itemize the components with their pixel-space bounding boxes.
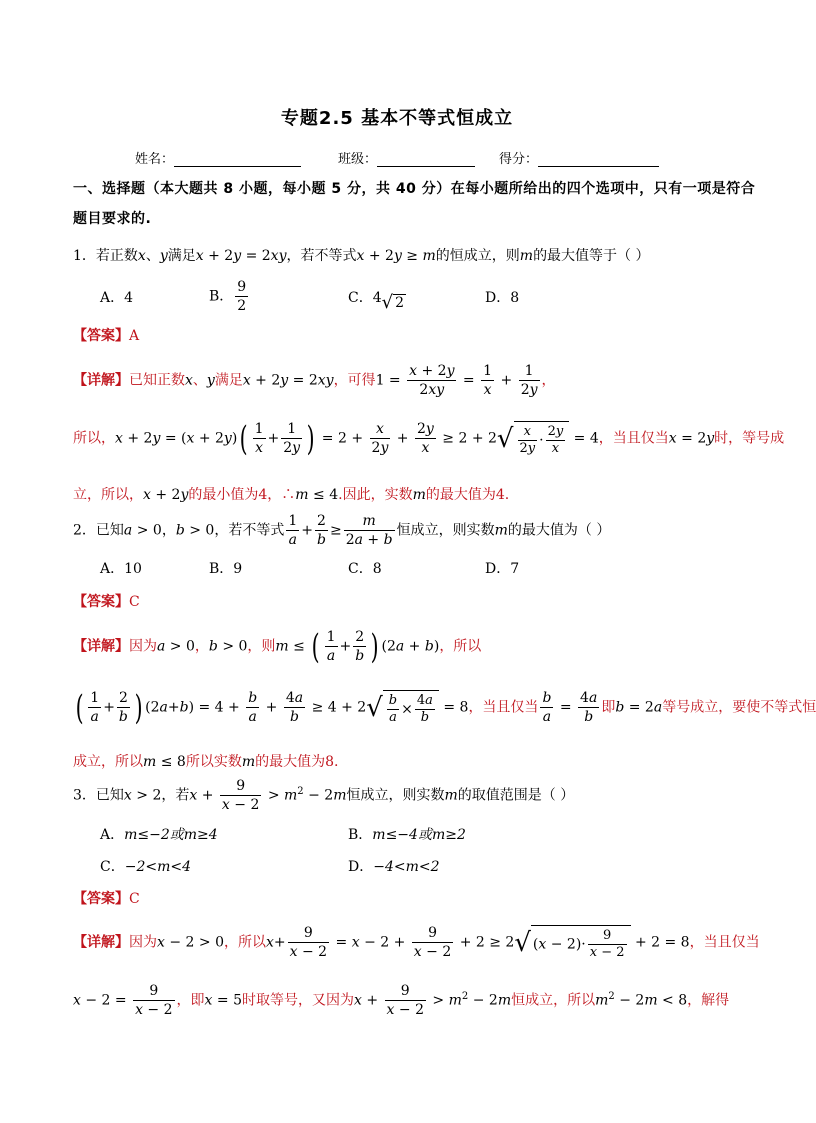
q1-option-b[interactable]: B． $\frac{9}{2}$ xyxy=(209,279,247,314)
section-heading-line2: 题目要求的. xyxy=(73,211,152,227)
q1-answer: 【答案】A xyxy=(73,328,140,344)
name-field[interactable] xyxy=(135,148,301,167)
q2-detail-line2: ( $\frac{1}{a}$ + $\frac{2}{b}$ ) (2a+b) = 4 + $\frac{b}{a}$ + $\frac{4a}{b}$ ≥ 4 + 2√ $\frac{b}{a}$ × $\frac{4a}{b}$ = 8，当且仅当 $\frac{b}{a}$ = $\frac{4a}{b}$ 即b = 2a等号成立，要使不等式恒 xyxy=(75,687,816,728)
q3-detail-line2: x − 2 = $\frac{9}{x - 2}$ ，即x = 5时取等号，又因为x + $\frac{9}{x - 2}$ > $m^2 - 2m$恒成立，所以$m^2 - 2m < 8$，解得 xyxy=(73,983,730,1018)
q2-detail-line1: 【详解】因为a > 0，b > 0，则m ≤ ( $\frac{1}{a}$ + $\frac{2}{b}$ ) (2a + b)，所以 xyxy=(73,626,482,667)
q2-option-a[interactable]: A．10 xyxy=(100,561,142,577)
name-blank[interactable] xyxy=(174,152,301,167)
q1-option-a[interactable]: A．4 xyxy=(100,290,134,306)
q3-option-b[interactable]: B．m≤−4或m≥2 xyxy=(348,827,466,843)
score-label: 得分： xyxy=(499,152,539,167)
q2-answer: 【答案】C xyxy=(73,594,140,610)
question-1-stem: 1．若正数x、y满足x + 2y = 2xy，若不等式x + 2y ≥ m的恒成立，则m的最大值等于（ ） xyxy=(73,248,650,264)
question-2-stem: 2．已知a > 0，b > 0，若不等式 $\frac{1}{a}$ + $\frac{2}{b}$ ≥ $\frac{m}{2a + b}$ 恒成立，则实数m的最大值为（ ） xyxy=(73,513,611,548)
class-field[interactable] xyxy=(338,148,475,167)
score-field[interactable] xyxy=(499,148,659,167)
q3-detail-line1: 【详解】因为x − 2 > 0，所以x+ $\frac{9}{x - 2}$ = x − 2 + $\frac{9}{x - 2}$ + 2 ≥ 2√ (x − 2)· $\frac{9}{x - 2}$ + 2 = 8，当且仅当 xyxy=(73,925,760,960)
score-blank[interactable] xyxy=(538,152,659,167)
class-label: 班级： xyxy=(338,152,378,167)
question-3-stem: 3．已知x > 2，若x + $\frac{9}{x - 2}$ > $m^2 - 2m$恒成立，则实数m的取值范围是（ ） xyxy=(73,778,575,813)
class-blank[interactable] xyxy=(377,152,475,167)
section-heading-line1: 一、选择题（本大题共 8 小题，每小题 5 分，共 40 分）在每小题所给出的四个选项中，只有一项是符合 xyxy=(73,181,756,197)
q2-option-b[interactable]: B．9 xyxy=(209,561,243,577)
q1-option-c[interactable]: C．4√ 2 xyxy=(348,290,405,313)
name-label: 姓名： xyxy=(135,152,175,167)
q2-detail-line3: 成立，所以m ≤ 8所以实数m的最大值为8. xyxy=(73,754,339,770)
q1-detail-line3: 立，所以，x + 2y的最小值为4，∴m ≤ 4.因此，实数m的最大值为4. xyxy=(73,487,510,503)
q1-detail-line1: 【详解】已知正数x、y满足x + 2y = 2xy，可得1 = $\frac{x + 2y}{2xy}$ = $\frac{1}{x}$ + $\frac{1}{2y}$ ， xyxy=(73,363,556,398)
q3-option-c[interactable]: C．−2<m<4 xyxy=(100,859,191,875)
q3-option-d[interactable]: D．−4<m<2 xyxy=(348,859,440,875)
q2-option-d[interactable]: D．7 xyxy=(485,561,520,577)
q2-option-c[interactable]: C．8 xyxy=(348,561,382,577)
q3-option-a[interactable]: A．m≤−2或m≥4 xyxy=(100,827,218,843)
page-title: 专题2.5 基本不等式恒成立 xyxy=(280,108,514,129)
q1-detail-line2: 所以，x + 2y = (x + 2y)( $\frac{1}{x}$ + $\frac{1}{2y}$ ) = 2 + $\frac{x}{2y}$ + $\frac{2y}{x}$ ≥ 2 + 2√ $\frac{x}{2y}$ · $\frac{2y}{x}$ = 4，当且仅当x = 2y时，等号成 xyxy=(73,418,785,459)
q3-answer: 【答案】C xyxy=(73,891,140,907)
q1-option-d[interactable]: D．8 xyxy=(485,290,520,306)
